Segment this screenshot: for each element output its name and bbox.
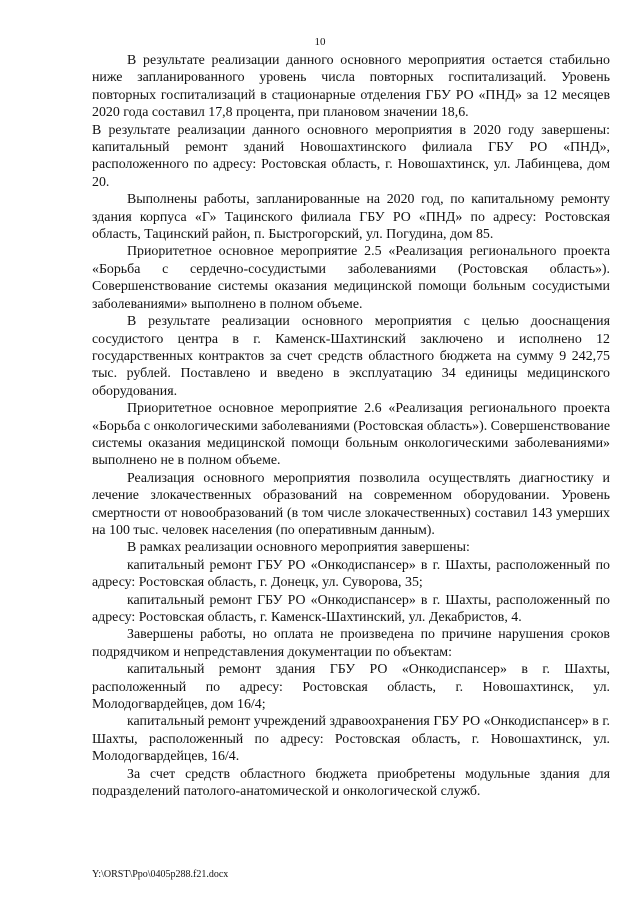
paragraph: Приоритетное основное мероприятие 2.5 «Реализация регионального проекта «Борьба с сердечно-сосудистыми заболеваниями (Ростовская область»). Совершенствование системы оказания медицинской помощи больным сосудистыми заболеваниями» выполнено в полном объеме. (92, 244, 610, 312)
list-item: капитальный ремонт ГБУ РО «Онкодиспансер» в г. Шахты, расположенный по адресу: Ростовская область, г. Донецк, ул. Суворова, 35; (92, 557, 610, 591)
page-number: 10 (314, 36, 326, 48)
paragraph: В результате реализации данного основного мероприятия остается стабильно ниже запланированного уровень числа повторных госпитализаций. Уровень повторных госпитализаций в стационарные отделения ГБУ РО «ПНД» за 12 месяцев 2020 года составил 17,8 процента, при плановом значении 18,6. (92, 53, 610, 121)
list-item: капитальный ремонт ГБУ РО «Онкодиспансер» в г. Шахты, расположенный по адресу: Ростовская область, г. Каменск-Шахтинский, ул. Декабристов, 4. (92, 592, 610, 625)
paragraph: Реализация основного мероприятия позволила осуществлять диагностику и лечение злокачественных образований на современном оборудовании. Уровень смертности от новообразований (в том числе злокачественных) составил 143 умерших на 100 тыс. человек населения (по оперативным данным). (92, 470, 610, 538)
list-item: капитальный ремонт здания ГБУ РО «Онкодиспансер» в г. Шахты, расположенный по адресу: Ростовская область, г. Новошахтинск, ул. Молодогвардейцев, дом 16/4; (92, 662, 610, 713)
paragraph: Завершены работы, но оплата не произведена по причине нарушения сроков подрядчиком и непредставления документации по объектам: (92, 627, 610, 660)
paragraph: Приоритетное основное мероприятие 2.6 «Реализация регионального проекта «Борьба с онкологическими заболеваниями (Ростовская область»). Совершенствование системы оказания медицинской помощи больным онкологическими заболеваниями» выполнено не в полном объеме. (92, 401, 610, 469)
paragraph: В результате реализации основного мероприятия с целью дооснащения сосудистого центра в г. Каменск-Шахтинский заключено и исполнено 12 государственных контрактов за счет средств областного бюджета на сумму 9 242,75 тыс. рублей. Поставлено и введено в эксплуатацию 34 единицы медицинского оборудования. (92, 314, 610, 399)
paragraph: Выполнены работы, запланированные на 2020 год, по капитальному ремонту здания корпуса «Г» Тацинского филиала ГБУ РО «ПНД» по адресу: Ростовская область, Тацинский район, п. Быстрогорский, ул. Погудина, дом 85. (92, 192, 610, 243)
paragraph: За счет средств областного бюджета приобретены модульные здания для подразделений патолого-анатомической и онкологической служб. (92, 766, 610, 800)
list-item: капитальный ремонт учреждений здравоохранения ГБУ РО «Онкодиспансер» в г. Шахты, расположенный по адресу: Ростовская область, г. Новошахтинск, ул. Молодогвардейцев, 16/4. (92, 714, 610, 765)
document-body (92, 52, 610, 800)
paragraph: В рамках реализации основного мероприятия завершены: (127, 540, 470, 556)
footer-file-path: Y:\ORST\Ppo\0405p288.f21.docx (92, 869, 229, 880)
paragraph: В результате реализации данного основного мероприятия в 2020 году завершены: капитальный ремонт зданий Новошахтинского филиала ГБУ РО «ПНД», расположенного по адресу: Ростовская область, г. Новошахтинск, ул. Лабинцева, дом 20. (92, 122, 610, 190)
